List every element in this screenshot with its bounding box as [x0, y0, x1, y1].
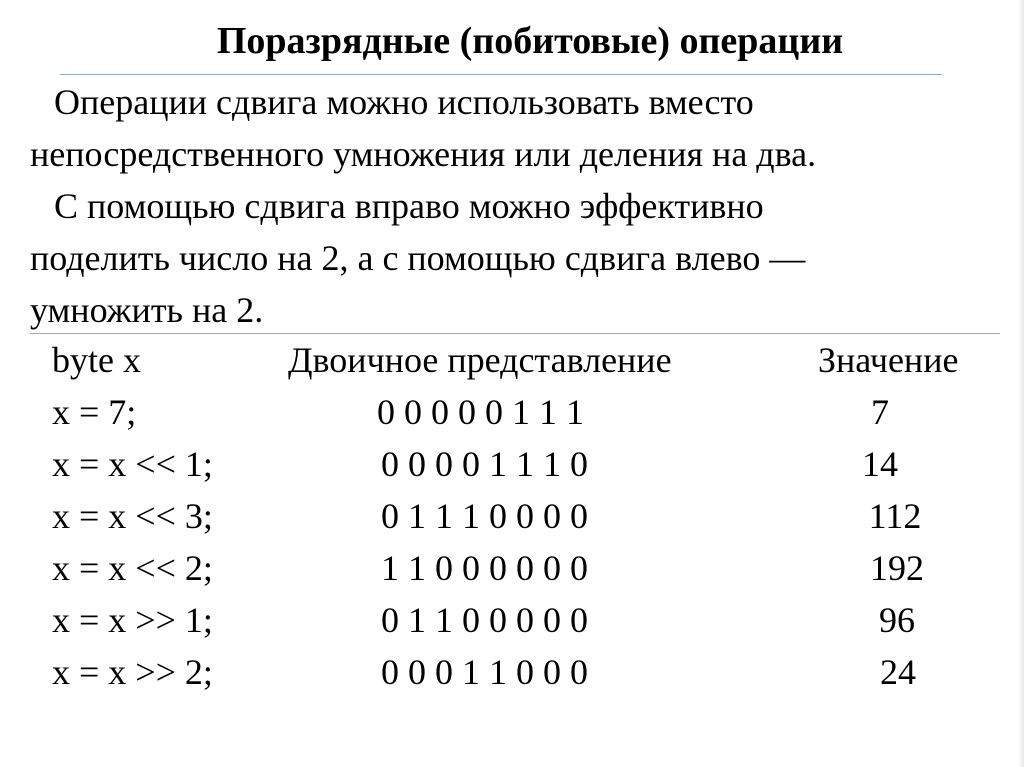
- table-header-binary: Двоичное представление: [288, 340, 672, 380]
- table-row-code: x = 7;: [52, 392, 137, 432]
- table-header-code: byte x: [52, 340, 141, 380]
- slide-title: Поразрядные (побитовые) операции: [216, 20, 844, 62]
- paragraph-line: поделить число на 2, а с помощью сдвига влево —: [30, 238, 806, 278]
- table-row-value: 96: [879, 600, 915, 640]
- paragraph-shift-explanation: [30, 180, 805, 336]
- title-divider: [60, 74, 942, 75]
- paragraph-line: С помощью сдвига вправо можно эффективно: [54, 186, 764, 226]
- paragraph-line: непосредственного умножения или деления на два.: [30, 134, 817, 174]
- paragraph-line: Операции сдвига можно использовать вместо: [54, 82, 754, 122]
- table-row-value: 14: [862, 444, 898, 484]
- table-row-value: 192: [870, 548, 924, 588]
- table-row-binary: 0 1 1 1 0 0 0 0: [381, 496, 588, 536]
- table-row-binary: 0 0 0 0 0 1 1 1: [377, 392, 584, 432]
- table-row-code: x = x << 3;: [52, 496, 213, 536]
- table-row-code: x = x << 1;: [52, 444, 213, 484]
- table-row-binary: 0 0 0 0 1 1 1 0: [381, 444, 588, 484]
- slide-edge-shadow: [1018, 0, 1024, 767]
- table-row-binary: 0 1 1 0 0 0 0 0: [381, 600, 588, 640]
- paragraph-line: умножить на 2.: [30, 290, 264, 330]
- table-row-code: x = x >> 2;: [52, 652, 213, 692]
- table-row-value: 112: [868, 496, 922, 536]
- table-row-code: x = x >> 1;: [52, 600, 213, 640]
- table-row-code: x = x << 2;: [52, 548, 213, 588]
- table-row-value: 24: [880, 652, 916, 692]
- paragraph-shift-intro: [30, 76, 816, 180]
- table-row-binary: 0 0 0 1 1 0 0 0: [381, 652, 588, 692]
- table-row-value: 7: [871, 392, 889, 432]
- table-header-value: Значение: [818, 340, 959, 380]
- table-row-binary: 1 1 0 0 0 0 0 0: [381, 548, 588, 588]
